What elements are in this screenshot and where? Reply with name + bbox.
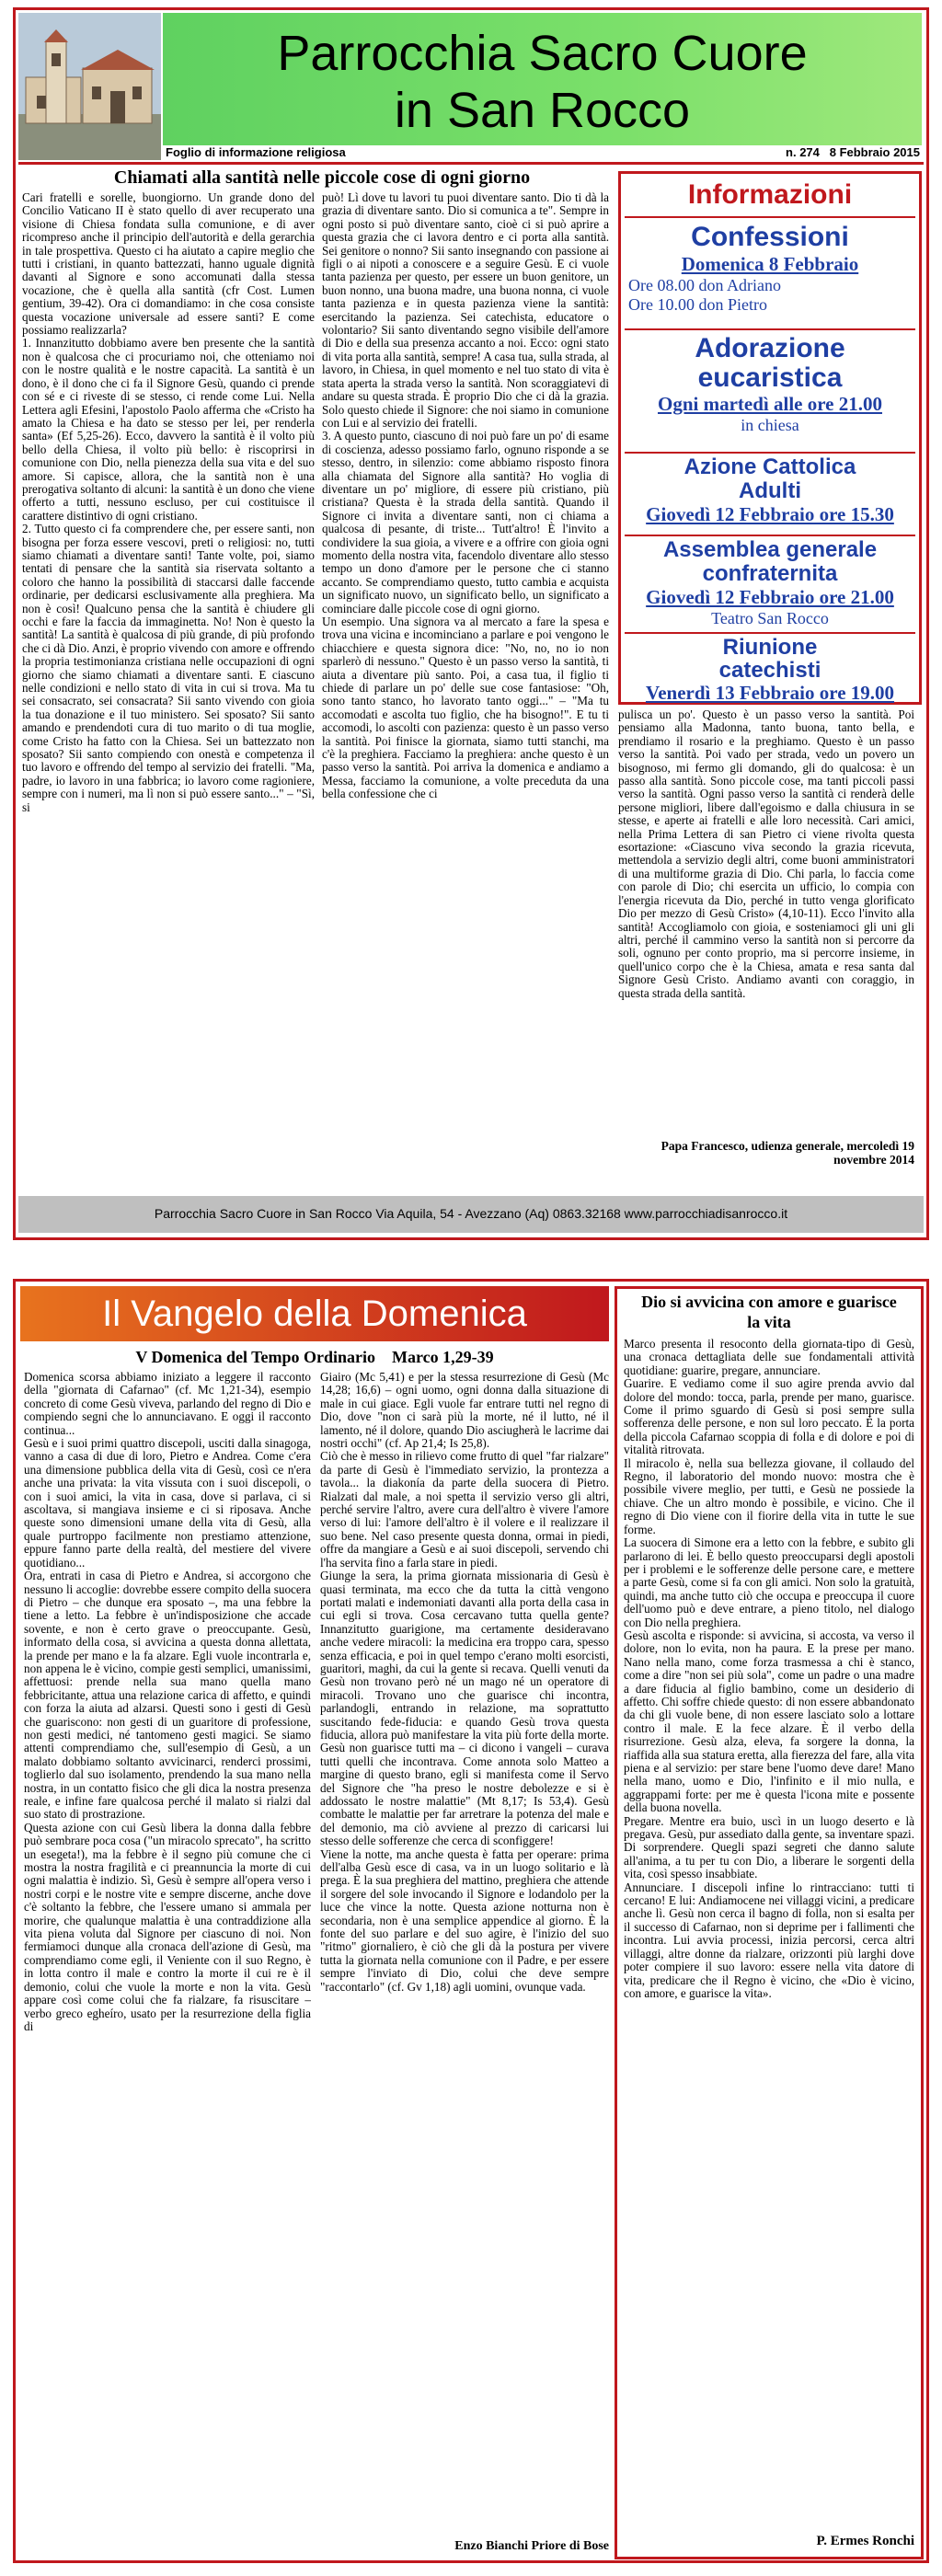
info-item-title: Assemblea generale confraternita: [662, 537, 878, 586]
info-item-assemblea: [621, 538, 919, 628]
header-issue: n. 274 8 Febbraio 2015: [786, 145, 920, 159]
info-separator: [625, 632, 915, 634]
info-item-azione-cattolica: [621, 455, 919, 526]
header-title-line2: in San Rocco: [394, 83, 691, 138]
article-col2: [322, 191, 609, 1157]
article-col2-text: può! Lì dove tu lavori tu puoi diventare santo. Dio ti dà la grazia di diventare santo. Dio si comunica a te". Sempre in ogni posto si può diventare santo, cioè ci si può aprire a questa grazia che ci lavora dentro e ci porta alla santità. Sei genitore o nonno? Sii santo insegnando con passione ai figli o ai nipoti a conoscere e a seguire Gesù. E ci vuole tanta pazienza per questo, per essere un buon genitore, un buon nonno, una buona madre, una buona nonna, ci vuole tanta pazienza e in questa pazienza viene la santità: esercitando la pazienza. Sei catechista, educatore o volontario? Sii santo diventando segno visibile dell'amore di Dio e della sua presenza accanto a noi. Ecco: ogni stato di vita porta alla santità, sempre! A casa tua, sulla strada, al lavoro, in Chiesa, in quel momento e nel tuo stato di vita è stata aperta la strada verso la santità. Non scoraggiatevi di andare su questa strada. È proprio Dio che ci dà la grazia. Solo questo chiede il Signore: che noi siamo in comunione con Lui e al servizio dei fratelli. 3. A questo punto, ciascuno di noi può fare un po' di esame di coscienza, adesso possiamo farlo, ognuno risponde a se stesso, dentro, in silenzio: come abbiamo risposto finora alla chiamata del Signore alla santità? Ho voglia di diventare un po' migliore, di essere più cristiano, più cristiana? Questa è la strada della santità. Quando il Signore ci invita a diventare santi, non ci chiama a qualcosa di pesante, di triste... Tutt'altro! È l'invito a condividere la sua gioia, a vivere e a offrire con gioia ogni momento della nostra vita, facendolo diventare allo stesso tempo un dono d'amore per le persone che ci stanno accanto. Se comprendiamo questo, tutto cambia e acquista un significato nuovo, un significato bello, un significato a cominciare dalle piccole cose di ogni giorno. Un esempio. Una signora va al mercato a fare la spesa e trova una vicina e incominciano a parlare e poi vengono le chiacchiere e questa signora dice: "No, no, no io non sparlerò di nessuno." Questo è un passo verso la santità, ti aiuta a diventare più santo. Poi, a casa tua, il figlio ti chiede di parlare un po' delle sue cose fantasiose: "Oh, sono tanto stanco, ho lavorato tanto oggi..." – "Ma tu accomodati e ascolta tuo figlio, che ha bisogno!". E tu ti accomodi, lo ascolti con pazienza: questo è un passo verso la santità. Poi finisce la giornata, siamo tutti stanchi, ma c'è la preghiera. Facciamo la preghiera: anche questo è un passo verso la santità. Poi arriva la domenica e andiamo a Messa, facciamo la comunione, a volte preceduta da una bella confessione che ci: [322, 191, 609, 801]
info-item-title: Confessioni: [691, 222, 849, 252]
gospel-signature: Enzo Bianchi Priore di Bose: [454, 2539, 609, 2553]
info-item-riunione: [621, 636, 919, 705]
info-item-title: Azione Cattolica Adulti: [684, 454, 856, 503]
info-item-date: Giovedì 12 Febbraio ore 21.00: [646, 586, 894, 608]
header-subtitle: Foglio di informazione religiosa: [166, 145, 346, 159]
info-separator: [625, 452, 915, 454]
info-box: [618, 171, 922, 705]
info-item-date: Ogni martedì alle ore 21.00: [658, 393, 882, 415]
header-rule: [18, 162, 924, 165]
article-col3-text: pulisca un po'. Questo è un passo verso la santità. Poi pensiamo alla Madonna, tanto buona, tanto bella, e prendiamo il rosario e la preghiamo. Questo è un passo verso la santità. Poi vado per strada, vedo un povero un bisognoso, mi fermo gli domando, gli do qualcosa: è un passo alla santità. Sono piccole cose, ma tanti piccoli passi verso la santità. Ogni passo verso la santità ci renderà delle persone migliori, libere dall'egoismo e dalla chiusura in se stesse, e aperte ai fratelli e alle loro necessità. Cari amici, nella Prima Lettera di san Pietro ci viene rivolta questa esortazione: «Ciascuno viva secondo la grazia ricevuta, mettendola a servizio degli altri, come buoni amministratori di una multiforme grazia di Dio. Chi parla, lo faccia come con parole di Dio; chi esercita un ufficio, lo compia con l'energia ricevuta da Dio, perché in tutto venga glorificato Dio per mezzo di Gesù Cristo» (4,10-11). Ecco l'invito alla santità! Accogliamolo con gioia, e sosteniamoci gli uni gli altri, perché il cammino verso la santità non si percorre da soli, ognuno per conto proprio, ma si percorre insieme, in quell'unico corpo che è la Chiesa, amata e resa santa dal Signore Gesù Cristo. Andiamo avanti con coraggio, in questa strada della santità.: [618, 708, 914, 1000]
church-photo: [18, 13, 161, 160]
gospel-banner: Il Vangelo della Domenica: [20, 1286, 609, 1341]
info-item-line: Teatro San Rocco: [711, 609, 829, 627]
article-title: Chiamati alla santità nelle piccole cose di ogni giorno: [113, 167, 531, 188]
article-col3: [618, 708, 914, 1141]
gospel-right-title: Dio si avvicina con amore e guarisce la vita: [641, 1293, 897, 1331]
info-item-line: in chiesa: [741, 416, 799, 434]
article-signature: Papa Francesco, udienza generale, mercoledì 19 novembre 2014: [661, 1139, 914, 1167]
info-item-title: Adorazione eucaristica: [695, 333, 845, 393]
info-item-title: Riunione catechisti: [718, 635, 821, 683]
info-item-line: Ore 10.00 don Pietro: [628, 295, 767, 314]
gospel-col1: [24, 1371, 311, 2558]
info-separator: [625, 328, 915, 330]
info-separator: [625, 535, 915, 536]
gospel-col2: [320, 1371, 609, 2537]
info-separator: [625, 216, 915, 218]
article-col1-text: Cari fratelli e sorelle, buongiorno. Un grande dono del Concilio Vaticano II è stato quello di aver recuperato una visione di Chiesa fondata sulla comunione, e di aver ricompreso anche il principio dell'autorità e della gerarchia in tale prospettiva. Questo ci ha aiutato a capire meglio che tutti i cristiani, in quanto battezzati, hanno uguale dignità davanti al Signore e sono accomunati dalla stessa vocazione, che è quella alla santità (cfr Cost. Lumen gentium, 39-42). Ora ci domandiamo: in che cosa consiste questa vocazione universale ad essere santi? E come possiamo realizzarla? 1. Innanzitutto dobbiamo avere ben presente che la santità non è qualcosa che ci procuriamo noi, che otteniamo noi con le nostre qualità e le nostre capacità. La santità è un dono, è il dono che ci fa il Signore Gesù, quando ci prende con sé e ci riveste di se stesso, ci rende come Lui. Nella Lettera agli Efesini, l'apostolo Paolo afferma che «Cristo ha amato la Chiesa e ha dato se stesso per lei, per renderla santa» (Ef 5,25-26). Ecco, davvero la santità è il volto più bello della Chiesa, il volto più bello: è riscoprirsi in comunione con Dio, nella pienezza della sua vita e del suo amore. Si capisce, allora, che la santità non è una prerogativa soltanto di alcuni: la santità è un dono che viene offerto a tutti, nessuno escluso, per cui costituisce il carattere distintivo di ogni cristiano. 2. Tutto questo ci fa comprendere che, per essere santi, non bisogna per forza essere vescovi, preti o religiosi: no, tutti siamo chiamati a diventare santi! Tante volte, poi, siamo tentati di pensare che la santità sia riservata soltanto a coloro che hanno la possibilità di staccarsi dalle faccende ordinarie, per dedicarsi esclusivamente alla preghiera. Ma non è così! Qualcuno pensa che la santità è chiudere gli occhi e fare la faccia da immaginetta. No! Non è questo la santità! La santità è qualcosa di più grande, di più profondo che ci dà Dio. Anzi, è proprio vivendo con amore e offrendo la propria testimonianza cristiana nelle occupazioni di ogni giorno che siamo chiamati a diventare santi. E ciascuno nelle condizioni e nello stato di vita in cui si trova. Ma tu sei consacrato, sei consacrata? Sii santo vivendo con gioia la tua donazione e il tuo ministero. Sei sposato? Sii santo amando e prendendoti cura di tuo marito o di tua moglie, come Cristo ha fatto con la Chiesa. Sei un battezzato non sposato? Sii santo compiendo con onestà e competenza il tuo lavoro e offrendo del tempo al servizio dei fratelli. "Ma, padre, io lavoro in una fabbrica; io lavoro come ragioniere, sempre con i numeri, ma lì non si può essere santo..." – "Sì, si: [22, 191, 315, 814]
info-item-line: Ore 08.00 don Adriano: [628, 276, 781, 294]
article-col1: [22, 191, 315, 1156]
info-item-date: Domenica 8 Febbraio: [681, 253, 859, 275]
gospel-col2-text: Giairo (Mc 5,41) e per la stessa resurrezione di Gesù (Mc 14,28; 16,6) – ogni uomo, ogni donna dalla situazione di male in cui giace. Egli vuole far entrare tutti nel regno di Dio, dove "non ci sarà più la morte, né il lutto, né il lamento, né il dolore, quando Dio asciugherà le lacrime dai nostri occhi" (cf. Ap 21,4; Is 25,8). Ciò che è messo in rilievo come frutto di quel "far rialzare" da parte di Gesù è l'immediato servizio, la prontezza a tavola... la diakonía da parte della suocera di Pietro. Rialzati dal male, a noi spetta il servizio verso gli altri, perché servire l'altro, avere cura dell'altro è vivere l'amore verso di lui: l'amore dell'altro è il volere e il realizzare il suo bene. Nel caso presente questa donna, ormai in piedi, offre da mangiare a Gesù e ai suoi discepoli, servendo chi l'ha servita fino a farla stare in piedi. Giunge la sera, la prima giornata missionaria di Gesù è quasi terminata, ma ecco che da tutta la città vengono portati malati e indemoniati davanti alla porta della casa in cui egli si trova. Cosa cercavano tutta quella gente? Innanzitutto guarigione, ma certamente desideravano anche vedere miracoli: la medicina era troppo cara, spesso senza efficacia, e poi in quel tempo c'erano molti esorcisti, guaritori, maghi, da cui la gente si recava. Quelli venuti da Gesù non trovano però né un mago né un operatore di miracoli. Trovano uno che guarisce chi incontra, parlandogli, entrando in relazione, ma soprattutto suscitando fede-fiducia: e quando Gesù trova questa fiducia, allora può manifestare la vita più forte della morte. Gesù non guarisce tutti ma – ci dicono i vangeli – curava tutti quelli che incontrava. Come annota solo Matteo a margine di questo brano, egli si manifesta come il Servo del Signore che "ha preso le nostre debolezze e si è addossato le nostre malattie" (Mt 8,17; Is 53,4). Gesù combatte le malattie per far arretrare la potenza del male e del demonio, ma ciò avviene al prezzo di caricarsi lui stesso delle sofferenze che cerca di sconfiggere! Viene la notte, ma anche questa è fatta per operare: prima dell'alba Gesù esce di casa, va in un luogo solitario e là prega. È la sua preghiera del mattino, preghiera che attende il sorgere del sole invocando il Signore e lodandolo per la luce che vince la notte. Questa azione notturna non è secondaria, non è una semplice appendice al giorno. È la fonte del suo parlare e del suo agire, è l'inizio del suo "ritmo" giornaliero, è ciò che gli dà la postura per vivere tutta la giornata nella comunione con il Padre, e per essere sempre l'inviato di Dio, colui che deve sempre "raccontarlo" (cf. Gv 1,18) agli uomini, ovunque vada.: [320, 1371, 609, 1994]
footer-text: Parrocchia Sacro Cuore in San Rocco Via Aquila, 54 - Avezzano (Aq) 0863.32168 www.parrocchiadisanrocco.it: [154, 1206, 788, 1221]
header-title-line1: Parrocchia Sacro Cuore: [277, 26, 808, 81]
info-item-date: Venerdì 13 Febbraio ore 19.00: [645, 682, 895, 704]
info-title: Informazioni: [687, 179, 853, 210]
gospel-right-signature: P. Ermes Ronchi: [816, 2534, 914, 2548]
info-item-date: Giovedì 12 Febbraio ore 15.30: [646, 503, 894, 525]
gospel-col1-text: Domenica scorsa abbiamo iniziato a leggere il racconto della "giornata di Cafarnao" (cf. Mc 1,21-34), esempio concreto di come Gesù viveva, parlando del regno di Dio e compiendo segni che lo annunciavano. E oggi il racconto continua... Gesù e i suoi primi quattro discepoli, usciti dalla sinagoga, vanno a casa di due di loro, Pietro e Andrea. Come c'era una dimensione pubblica della vita di Gesù, così ce n'era anche una privata: la vita vissuta con i suoi discepoli, o con i suoi amici, la vita in casa, dove si parlava, ci si ascoltava, si mangiava insieme e ci si riposava. Anche queste sono dimensioni umane della vita di Gesù, alla quale purtroppo facilmente non prestiamo attenzione, eppure fanno parte della realtà, del mestiere del vivere quotidiano... Ora, entrati in casa di Pietro e Andrea, si accorgono che nessuno li accoglie: dovrebbe essere compito della suocera di Pietro – che dunque era sposato –, ma una febbre la tiene a letto. La febbre è un'indisposizione che accade sovente, e non è certo grave o preoccupante. Gesù, informato della cosa, si avvicina a questa donna allettata, la prende per mano e la fa alzare. Egli vuole incontrarla e, non appena le è vicino, compie gesti semplici, umanissimi, affettuosi: prende nella sua mano quella mano febbricitante, attua una relazione carica di affetto, e quindi con forza la aiuta ad alzarsi. Questi sono i gesti di Gesù che guariscono: non gesti di un guaritore di professione, non gesti medici, né tantomeno gesti magici. Se siamo attenti comprendiamo che, sull'esempio di Gesù, a un malato dobbiamo soltanto avvicinarci, renderci prossimi, toglierlo dal suo isolamento, prendendo la sua mano nella nostra, in un contatto fisico che gli dica la nostra presenza reale, e infine fare qualcosa perché il malato si rialzi dal suo stato di prostrazione. Questa azione con cui Gesù libera la donna dalla febbre può sembrare poca cosa ("un miracolo sprecato", ha scritto un esegeta!), ma la febbre è il segno più comune che ci mostra la nostra fragilità e ci preannuncia la morte di cui ogni malattia è indizio. Sì, Gesù è sempre all'opera verso i nostri corpi e le nostre vite e sempre discerne, anche dove c'è soltanto la febbre, che l'essere umano si ammala per morire, che qualunque malattia è una contraddizione alla vita piena voluta dal Signore per ciascuno di noi. Non fermiamoci dunque alla cronaca dell'azione di Gesù, ma comprendiamo come egli, il Veniente con il suo Regno, è in lotta contro il male e contro la morte il cui re è il demonio, colui che vuole la morte e non la vita. Gesù appare così come colui che fa rialzare, fa risuscitare – verbo greco egheíro, usato per la resurrezione della figlia di: [24, 1371, 311, 2033]
gospel-right-text: Marco presenta il resoconto della giornata-tipo di Gesù, una cronaca dettagliata delle sue fondamentali attività quotidiane: guarire, pregare, annunciare. Guarire. E vediamo come il suo agire prenda avvio dal dolore del mondo: tocca, parla, prende per mano, guarisce. Come il primo sguardo di Gesù si posi sempre sulla sofferenza delle persone, e non sul loro peccato. È la porta della piccola Cafarnao scoppia di folla e di dolore e poi di vitalità ritrovata. Il miracolo è, nella sua bellezza giovane, il collaudo del Regno, il laboratorio del mondo nuovo: mostra che è possibile vivere meglio, per tutti, e Gesù ne possiede la chiave. Che un altro mondo è possibile, e vicino. Che il regno di Dio viene con il fiorire della vita in tutte le sue forme. La suocera di Simone era a letto con la febbre, e subito gli parlarono di lei. È bello questo preoccuparsi degli apostoli per i problemi e le sofferenze delle persone care, e mettere a parte Gesù, come si fa con gli amici. Non solo la gratuità, quindi, ma anche tutto ciò che occupa e preoccupa il cuore dell'uomo può e deve entrare, a pieno titolo, nel dialogo con Dio nella preghiera. Gesù ascolta e risponde: si avvicina, si accosta, va verso il dolore, non lo evita, non ha paura. E la prese per mano. Nano nella mano, come forza trasmessa a chi è stanco, come a dire "non sei più sola", come un padre o una madre a dare fiducia al figlio bambino, come un desiderio di affetto. Chi soffre chiede questo: di non essere abbandonato da chi gli vuole bene, di non essere lasciato solo a lottare contro il male. E la fece alzare. È il verbo della risurrezione. Gesù alza, eleva, fa sorgere la donna, la riaffida alla sua statura eretta, alla fierezza del fare, alla vita piena e al servizio: per stare bene l'uomo deve dare! Mano nella mano, uomo e Dio, l'infinito e il mio nulla, e aggrappami forte: per me è questa l'icona mite e possente della buona novella. Pregare. Mentre era buio, uscì in un luogo deserto e là pregava. Gesù, pur assediato dalla gente, sa inventare spazi. Di sorprendere. Quegli spazi segreti che danno salute all'anima, a tu per tu con Dio, a liberare le sorgenti della vita, così spesso insabbiate. Annunciare. I discepoli infine lo rintracciano: tutti ti cercano! E lui: Andiamocene nei villaggi vicini, a predicare anche lì. Gesù non cerca il bagno di folla, non si esalta per il successo di Cafarnao, non si deprime per i fallimenti che incontra. Lui avvia processi, inizia percorsi, cerca altri villaggi, altre donne da rialzare, orizzonti più larghi dove poter compiere il suo lavoro: essere nella vita datore di vita, predicare che il Regno è vicino, che «Dio è vicino, con amore, e guarisce la vita».: [624, 1338, 914, 2000]
gospel-heading: V Domenica del Tempo Ordinario Marco 1,29-39: [135, 1348, 494, 1366]
gospel-right-col: [624, 1338, 914, 2530]
info-item-confessioni: [621, 222, 919, 315]
info-item-adorazione: [621, 334, 919, 435]
